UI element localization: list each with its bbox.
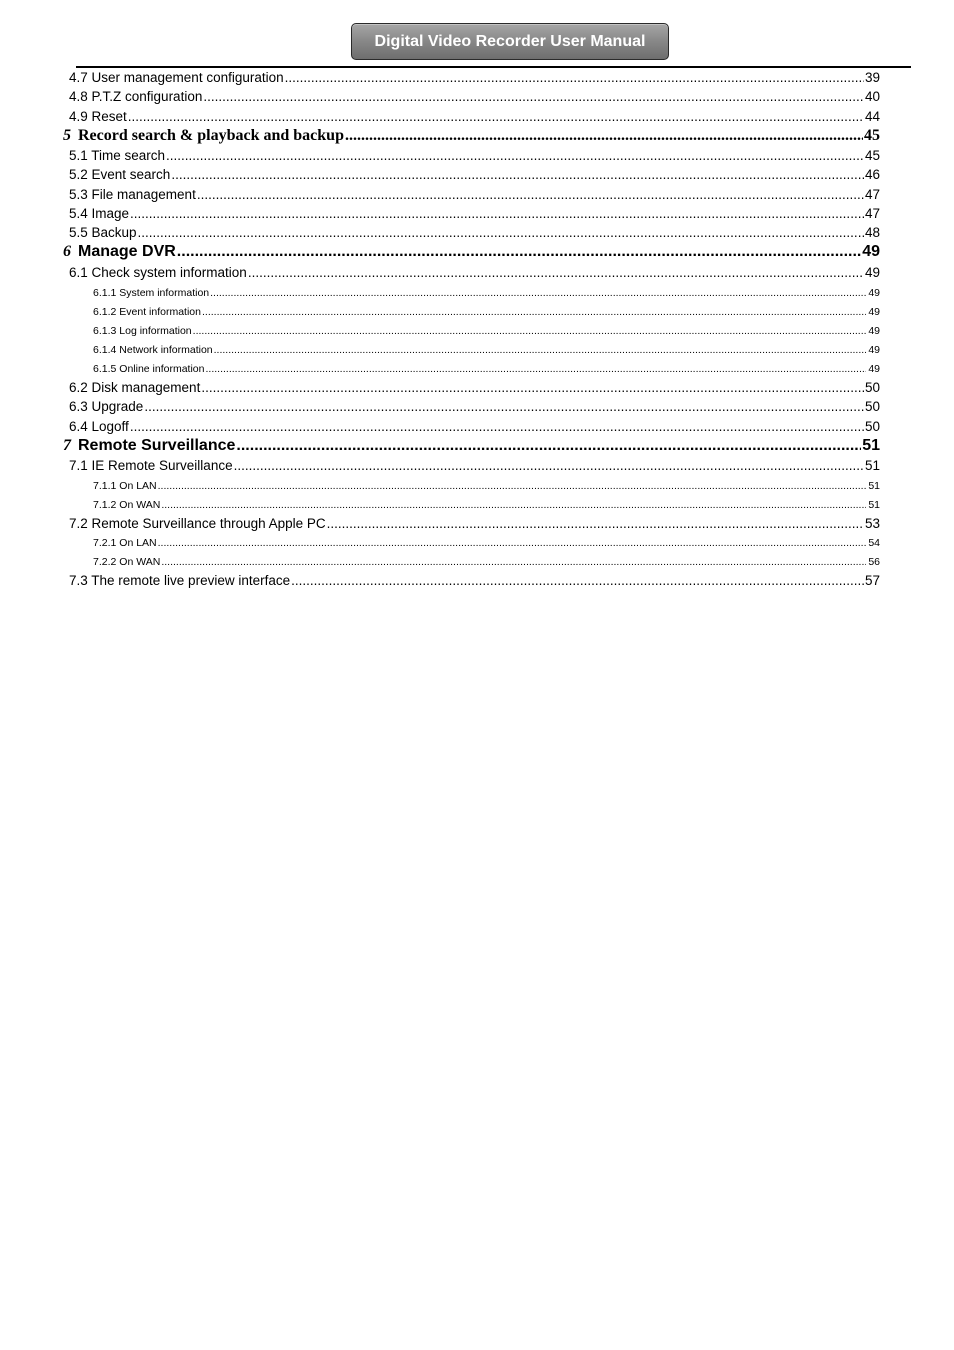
toc-entry-title: 5.3 File management xyxy=(69,187,196,202)
toc-entry-title: 5.5 Backup xyxy=(69,225,137,240)
toc-entry-title: 7.2.2 On WAN xyxy=(93,556,161,568)
toc-page-number: 47 xyxy=(864,187,880,202)
toc-entry-title: Remote Surveillance xyxy=(78,437,236,454)
toc-dot-leader xyxy=(210,287,866,299)
toc-page-number: 44 xyxy=(864,109,880,124)
toc-entry-title: 6.1.1 System information xyxy=(93,287,210,299)
toc-dot-leader xyxy=(236,437,861,455)
toc-entry-title: 4.8 P.T.Z configuration xyxy=(69,89,203,104)
toc-subsection-entry[interactable] xyxy=(93,325,880,337)
toc-page-number: 39 xyxy=(864,70,880,85)
toc-entry-title: 6.1.4 Network information xyxy=(93,344,213,356)
toc-subsection-entry[interactable] xyxy=(93,537,880,549)
toc-page-number: 51 xyxy=(864,458,880,473)
toc-entry-title: 6.1 Check system information xyxy=(69,265,247,280)
toc-dot-leader xyxy=(197,187,864,202)
toc-entry-title: 7.1.2 On WAN xyxy=(93,499,161,511)
toc-page-number: 45 xyxy=(864,148,880,163)
toc-chapter-entry[interactable] xyxy=(63,243,880,261)
toc-dot-leader xyxy=(158,537,867,549)
toc-page-number: 49 xyxy=(868,344,880,356)
toc-section-entry[interactable] xyxy=(69,458,880,473)
toc-entry-title: Record search & playback and backup xyxy=(78,127,344,144)
toc-page-number: 46 xyxy=(864,167,880,182)
toc-dot-leader xyxy=(201,380,864,395)
toc-dot-leader xyxy=(203,89,864,104)
toc-page-number: 51 xyxy=(868,499,880,511)
toc-dot-leader xyxy=(130,419,864,434)
toc-dot-leader xyxy=(285,70,864,85)
toc-dot-leader xyxy=(177,243,861,261)
toc-section-entry[interactable] xyxy=(69,167,880,182)
toc-section-entry[interactable] xyxy=(69,225,880,240)
toc-section-entry[interactable] xyxy=(69,265,880,280)
toc-entry-title: 7.3 The remote live preview interface xyxy=(69,573,291,588)
toc-entry-title: 7.2 Remote Surveillance through Apple PC xyxy=(69,516,326,531)
toc-dot-leader xyxy=(166,148,864,163)
toc-dot-leader xyxy=(161,556,866,568)
toc-page-number: 49 xyxy=(862,243,880,260)
header-divider xyxy=(76,66,911,68)
toc-subsection-entry[interactable] xyxy=(93,344,880,356)
toc-dot-leader xyxy=(171,167,864,182)
toc-page-number: 49 xyxy=(868,363,880,375)
toc-section-entry[interactable] xyxy=(69,573,880,588)
toc-page-number: 49 xyxy=(868,306,880,318)
toc-dot-leader xyxy=(248,265,864,280)
toc-section-entry[interactable] xyxy=(69,516,880,531)
toc-dot-leader xyxy=(193,325,867,337)
toc-page-number: 50 xyxy=(864,399,880,414)
toc-chapter-number: 5 xyxy=(63,127,71,144)
toc-page-number: 49 xyxy=(868,287,880,299)
toc-dot-leader xyxy=(138,225,864,240)
toc-section-entry[interactable] xyxy=(69,148,880,163)
toc-entry-title: 6.1.3 Log information xyxy=(93,325,192,337)
toc-dot-leader xyxy=(234,458,864,473)
manual-title-badge: Digital Video Recorder User Manual xyxy=(351,23,669,60)
toc-entry-title: 6.1.2 Event information xyxy=(93,306,201,318)
toc-subsection-entry[interactable] xyxy=(93,480,880,492)
toc-entry-title: 5.2 Event search xyxy=(69,167,171,182)
toc-entry-title: 6.4 Logoff xyxy=(69,419,129,434)
toc-section-entry[interactable] xyxy=(69,187,880,202)
toc-page-number: 53 xyxy=(864,516,880,531)
toc-entry-title: 7.1.1 On LAN xyxy=(93,480,157,492)
toc-page-number: 40 xyxy=(864,89,880,104)
toc-section-entry[interactable] xyxy=(69,419,880,434)
toc-subsection-entry[interactable] xyxy=(93,287,880,299)
toc-page-number: 49 xyxy=(868,325,880,337)
toc-entry-title: 6.1.5 Online information xyxy=(93,363,205,375)
toc-section-entry[interactable] xyxy=(69,380,880,395)
toc-subsection-entry[interactable] xyxy=(93,306,880,318)
toc-page-number: 47 xyxy=(864,206,880,221)
toc-dot-leader xyxy=(144,399,864,414)
toc-entry-title: 7.1 IE Remote Surveillance xyxy=(69,458,233,473)
toc-section-entry[interactable] xyxy=(69,399,880,414)
toc-entry-title: 7.2.1 On LAN xyxy=(93,537,157,549)
toc-chapter-entry[interactable] xyxy=(63,127,880,145)
toc-entry-title: 6.3 Upgrade xyxy=(69,399,144,414)
toc-dot-leader xyxy=(202,306,866,318)
toc-section-entry[interactable] xyxy=(69,109,880,124)
toc-chapter-entry[interactable] xyxy=(63,437,880,455)
toc-dot-leader xyxy=(327,516,864,531)
toc-dot-leader xyxy=(158,480,867,492)
toc-entry-title: 5.1 Time search xyxy=(69,148,166,163)
toc-dot-leader xyxy=(291,573,864,588)
toc-entry-title: 6.2 Disk management xyxy=(69,380,201,395)
toc-entry-title: 5.4 Image xyxy=(69,206,130,221)
toc-page-number: 49 xyxy=(864,265,880,280)
toc-page-number: 45 xyxy=(864,127,880,144)
toc-dot-leader xyxy=(130,206,864,221)
toc-dot-leader xyxy=(161,499,866,511)
toc-page-number: 50 xyxy=(864,380,880,395)
toc-section-entry[interactable] xyxy=(69,89,880,104)
toc-dot-leader xyxy=(128,109,864,124)
toc-dot-leader xyxy=(205,363,866,375)
toc-entry-title: 4.7 User management configuration xyxy=(69,70,284,85)
toc-page-number: 51 xyxy=(868,480,880,492)
toc-subsection-entry[interactable] xyxy=(93,363,880,375)
toc-page-number: 54 xyxy=(868,537,880,549)
toc-subsection-entry[interactable] xyxy=(93,556,880,568)
toc-entry-title: 4.9 Reset xyxy=(69,109,127,124)
toc-section-entry[interactable] xyxy=(69,70,880,85)
toc-page-number: 57 xyxy=(864,573,880,588)
toc-chapter-number: 7 xyxy=(63,437,71,454)
toc-page-number: 50 xyxy=(864,419,880,434)
toc-entry-title: Manage DVR xyxy=(78,243,176,260)
toc-page-number: 51 xyxy=(862,437,880,454)
toc-page-number: 56 xyxy=(868,556,880,568)
toc-page-number: 48 xyxy=(864,225,880,240)
toc-chapter-number: 6 xyxy=(63,243,71,260)
toc-dot-leader xyxy=(345,127,863,145)
toc-subsection-entry[interactable] xyxy=(93,499,880,511)
toc-dot-leader xyxy=(214,344,867,356)
toc-section-entry[interactable] xyxy=(69,206,880,221)
